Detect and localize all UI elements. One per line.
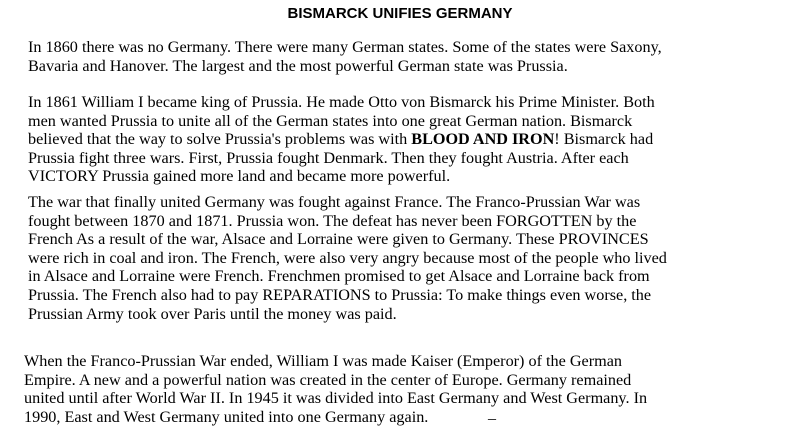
text-run: in Alsace and Lorraine were French. Frenchmen promised to get Alsace and Lorraine back from [28,267,650,286]
text-run: Empire. A new and a powerful nation was created in the center of Europe. Germany remained [24,370,632,389]
paragraph-line [28,57,662,76]
text-run: fought between 1870 and 1871. Prussia won. The defeat has never been FORGOTTEN by the [28,211,637,230]
paragraph-bismarck [28,93,655,186]
paragraph-line [24,405,647,426]
text-run: united until after World War II. In 1945 it was divided into East Germany and West Germany. In [24,389,648,408]
paragraph-line [28,38,662,57]
text-run: Prussia. The French also had to pay REPARATIONS to Prussia: To make things even worse, the [28,285,652,304]
paragraph-german-empire [24,352,647,426]
paragraph-line [28,149,655,168]
paragraph-line [28,130,655,149]
document-title: BISMARCK UNIFIES GERMANY [287,5,513,22]
text-run: were rich in coal and iron. The French, were also very angry because most of the people who lived [28,248,667,267]
paragraph-prussia-intro [28,38,662,75]
paragraph-line [24,371,647,390]
paragraph-line [28,212,667,231]
text-cursor-mark: _ [488,405,496,422]
text-run: men wanted Prussia to unite all of the German states into one great German nation. Bismarck [28,111,633,130]
paragraph-line [28,267,667,286]
paragraph-line [28,286,667,305]
text-run: Bavaria and Hanover. The largest and the most powerful German state was Prussia. [28,56,568,75]
text-run: The war that finally united Germany was fought against France. The Franco-Prussian War was [28,193,641,211]
paragraph-line [28,112,655,131]
text-run: In 1860 there was no Germany. There were many German states. Some of the states were Saxony, [28,38,662,56]
text-run: In 1861 William I became king of Prussia. He made Otto von Bismarck his Prime Minister. Both [28,93,655,111]
text-run: Prussia fight three wars. First, Prussia fought Denmark. Then they fought Austria. After each [28,148,629,167]
text-run: 1990, East and West Germany united into one Germany again. [24,407,429,426]
text-run: Prussian Army took over Paris until the money was paid. [28,304,397,323]
text-run: French As a result of the war, Alsace and Lorraine were given to Germany. These PROVINCES [28,230,649,249]
paragraph-line [28,93,655,112]
text-run: ! Bismarck had [554,130,654,149]
paragraph-line [24,352,647,371]
paragraph-line [28,249,667,268]
paragraph-line [24,389,647,408]
text-run: believed that the way to solve Prussia's problems was with [28,130,412,149]
emphasized-text: BLOOD AND IRON [411,130,555,149]
paragraph-line [28,230,667,249]
paragraph-line [28,193,667,212]
text-run: When the Franco-Prussian War ended, William I was made Kaiser (Emperor) of the German [24,352,622,370]
paragraph-line [28,167,655,186]
paragraph-line [28,305,667,324]
text-run: VICTORY Prussia gained more land and became more powerful. [28,167,451,186]
paragraph-franco-prussian-war [28,193,667,323]
